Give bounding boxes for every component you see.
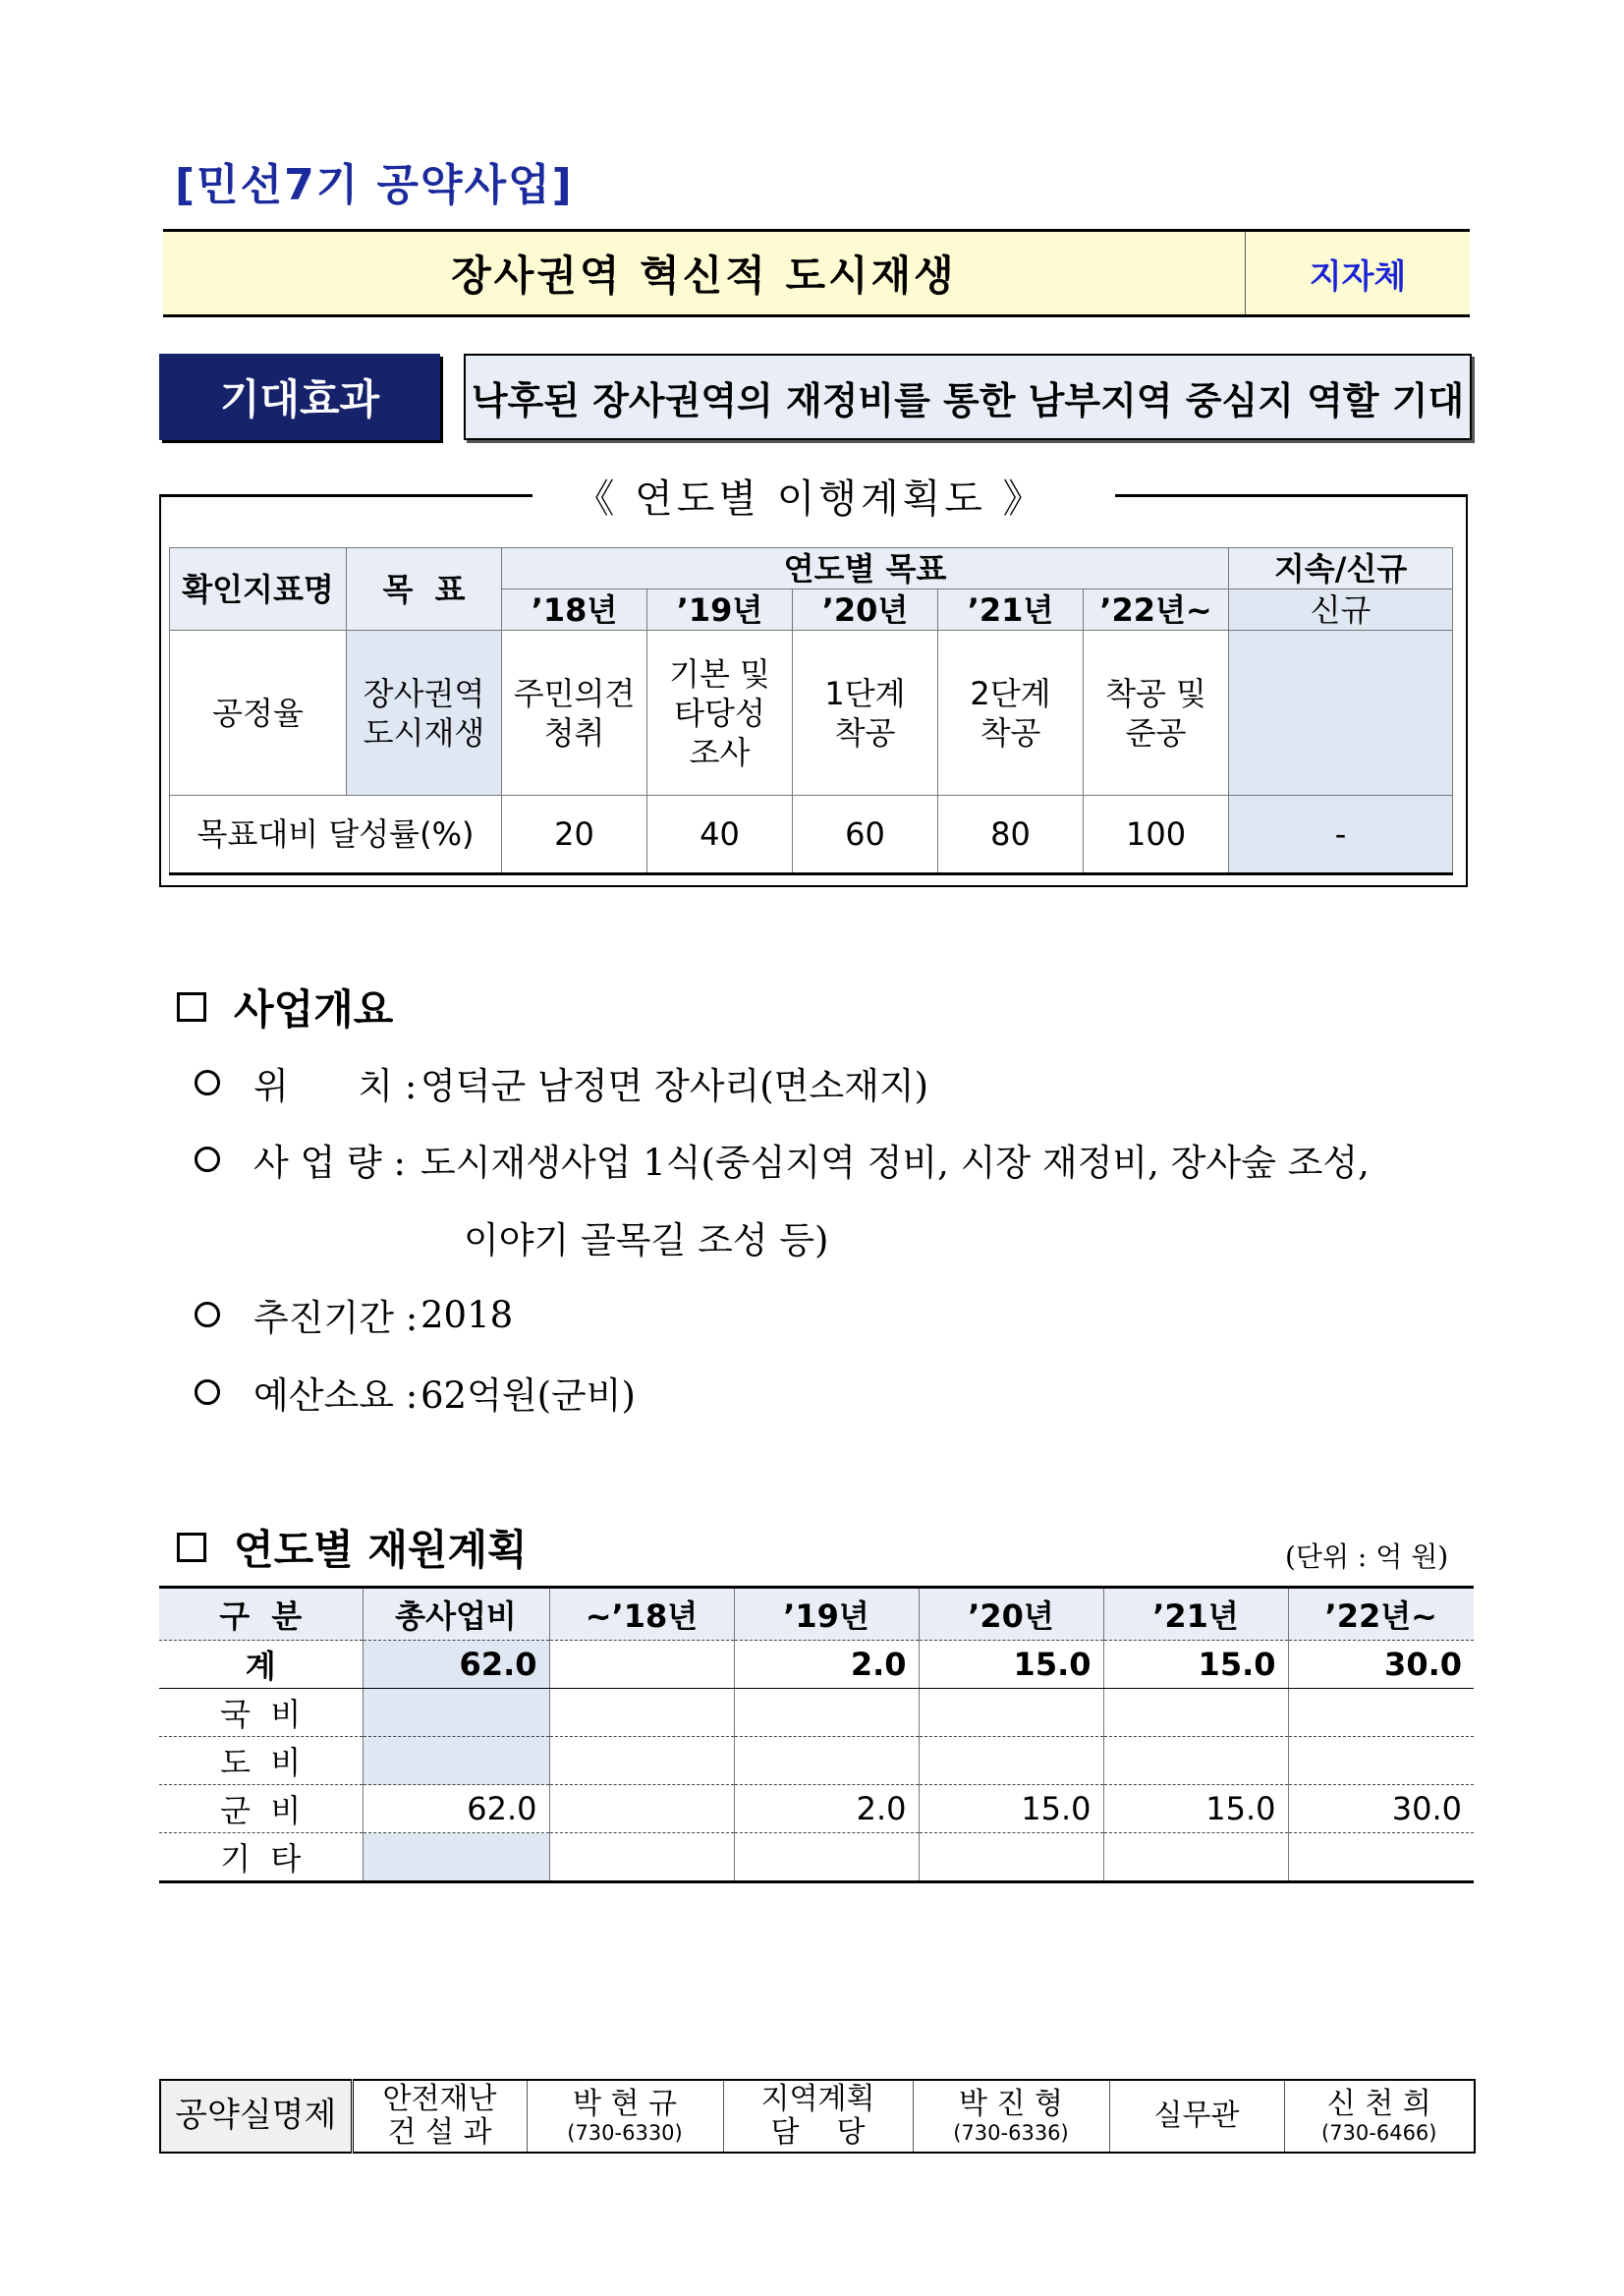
plan-year-22: ’22년~ xyxy=(1084,589,1229,631)
finance-row-other xyxy=(159,1833,1474,1882)
finance-cell xyxy=(734,1689,919,1737)
overview-item-label: 추진기간 : xyxy=(253,1297,419,1339)
finance-cell xyxy=(1288,1689,1474,1737)
plan-year-19: ’19년 xyxy=(647,589,793,631)
plan-continuity-value: 신규 xyxy=(1229,589,1453,631)
finance-cell xyxy=(1288,1737,1474,1785)
overview-heading xyxy=(177,978,393,1036)
finance-cell xyxy=(919,1737,1103,1785)
finance-col-category: 구 분 xyxy=(159,1588,363,1641)
plan-achievement-19: 40 xyxy=(647,796,793,874)
finance-header-row xyxy=(159,1588,1474,1641)
finance-table xyxy=(159,1586,1474,1883)
plan-step-22: 착공 및 준공 xyxy=(1084,631,1229,796)
checkbox-square-icon xyxy=(177,1533,206,1562)
plan-header-continuity: 지속/신규 xyxy=(1229,548,1453,589)
finance-heading-text: 연도별 재원계획 xyxy=(234,1526,528,1574)
plan-table xyxy=(169,547,1453,875)
circle-bullet-icon xyxy=(195,1147,220,1172)
finance-col-18: ~’18년 xyxy=(549,1588,734,1641)
finance-cell xyxy=(1103,1833,1288,1882)
finance-row-label: 군 비 xyxy=(220,1792,302,1829)
finance-cell: 15.0 xyxy=(919,1641,1103,1689)
finance-row-label: 계 xyxy=(159,1641,363,1689)
finance-col-21: ’21년 xyxy=(1103,1588,1288,1641)
plan-year-21: ’21년 xyxy=(938,589,1084,631)
overview-item-value: 62억원(군비) xyxy=(420,1374,636,1417)
plan-row-indicator: 공정율 xyxy=(170,631,347,796)
footer-dept-1: 안전재난 건 설 과 xyxy=(352,2080,527,2153)
overview-item-label: 위 치 : xyxy=(253,1065,418,1107)
finance-cell xyxy=(919,1833,1103,1882)
finance-cell xyxy=(549,1641,734,1689)
overview-item-scope xyxy=(195,1133,1370,1186)
footer-role-3: 실무관 xyxy=(1109,2080,1284,2153)
effect-label: 기대효과 xyxy=(159,354,440,440)
footer-contact-2 xyxy=(913,2080,1109,2153)
plan-header-indicator: 확인지표명 xyxy=(170,548,347,631)
plan-header-goal: 목 표 xyxy=(347,548,502,631)
finance-cell xyxy=(363,1833,549,1882)
overview-item-value: 도시재생사업 1식(중심지역 정비, 시장 재정비, 장사숲 조성, xyxy=(420,1142,1370,1184)
page-tag: [민선7기 공약사업] xyxy=(175,160,574,210)
finance-row-label: 도 비 xyxy=(220,1744,302,1781)
overview-item-value: 2018 xyxy=(420,1293,514,1336)
plan-achievement-22: 100 xyxy=(1084,796,1229,874)
plan-step-18: 주민의견 청취 xyxy=(502,631,647,796)
finance-col-22: ’22년~ xyxy=(1288,1588,1474,1641)
plan-header-yearly: 연도별 목표 xyxy=(502,548,1229,589)
overview-item-value: 영덕군 남정면 장사리(면소재지) xyxy=(420,1065,929,1107)
finance-cell xyxy=(1103,1737,1288,1785)
footer-tel-3: (730-6466) xyxy=(1321,2121,1437,2146)
plan-year-20: ’20년 xyxy=(793,589,938,631)
finance-cell: 30.0 xyxy=(1288,1785,1474,1833)
circle-bullet-icon xyxy=(195,1070,220,1095)
footer-dept-2: 지역계획 담 당 xyxy=(723,2080,913,2153)
project-category: 지자체 xyxy=(1245,232,1470,314)
accountability-footer xyxy=(159,2079,1476,2154)
plan-achievement-18: 20 xyxy=(502,796,647,874)
finance-cell: 15.0 xyxy=(1103,1785,1288,1833)
finance-row-national xyxy=(159,1689,1474,1737)
circle-bullet-icon xyxy=(195,1302,220,1327)
finance-row-county xyxy=(159,1785,1474,1833)
finance-cell: 62.0 xyxy=(363,1785,549,1833)
finance-row-label: 국 비 xyxy=(220,1696,302,1733)
finance-cell xyxy=(734,1737,919,1785)
overview-heading-text: 사업개요 xyxy=(234,985,394,1034)
finance-cell: 30.0 xyxy=(1288,1641,1474,1689)
footer-tel-2: (730-6336) xyxy=(953,2121,1069,2146)
finance-cell: 62.0 xyxy=(363,1641,549,1689)
finance-unit: (단위 : 억 원) xyxy=(1285,1540,1449,1573)
overview-item-label: 사 업 량 : xyxy=(253,1142,406,1184)
footer-tel-1: (730-6330) xyxy=(567,2121,683,2146)
plan-achievement-21: 80 xyxy=(938,796,1084,874)
footer-label: 공약실명제 xyxy=(160,2080,352,2153)
finance-cell xyxy=(363,1689,549,1737)
footer-contact-1 xyxy=(527,2080,723,2153)
plan-title-rule-right xyxy=(1115,494,1468,497)
effect-text: 낙후된 장사권역의 재정비를 통한 남부지역 중심지 역할 기대 xyxy=(464,354,1472,440)
project-title: 장사권역 혁신적 도시재생 xyxy=(451,252,957,300)
finance-row-province xyxy=(159,1737,1474,1785)
plan-step-19: 기본 및 타당성 조사 xyxy=(647,631,793,796)
finance-cell: 2.0 xyxy=(734,1785,919,1833)
finance-cell xyxy=(363,1737,549,1785)
plan-step-21: 2단계 착공 xyxy=(938,631,1084,796)
plan-row-goal: 장사권역 도시재생 xyxy=(347,631,502,796)
checkbox-square-icon xyxy=(177,992,206,1022)
plan-year-18: ’18년 xyxy=(502,589,647,631)
finance-cell xyxy=(919,1689,1103,1737)
finance-heading xyxy=(177,1518,528,1577)
finance-col-19: ’19년 xyxy=(734,1588,919,1641)
circle-bullet-icon xyxy=(195,1379,220,1405)
finance-cell: 15.0 xyxy=(919,1785,1103,1833)
finance-cell xyxy=(549,1689,734,1737)
finance-cell xyxy=(549,1833,734,1882)
footer-contact-3 xyxy=(1284,2080,1475,2153)
finance-cell xyxy=(549,1737,734,1785)
overview-item-period xyxy=(195,1288,513,1341)
finance-col-20: ’20년 xyxy=(919,1588,1103,1641)
plan-achievement-continuity: - xyxy=(1229,796,1453,874)
finance-cell: 15.0 xyxy=(1103,1641,1288,1689)
finance-cell xyxy=(1103,1689,1288,1737)
finance-cell xyxy=(734,1833,919,1882)
finance-col-total: 총사업비 xyxy=(363,1588,549,1641)
overview-item-budget xyxy=(195,1366,636,1419)
footer-person-1: 박 현 규 xyxy=(572,2086,677,2121)
plan-step-20: 1단계 착공 xyxy=(793,631,938,796)
finance-cell xyxy=(1288,1833,1474,1882)
plan-title-rule-left xyxy=(159,494,532,497)
plan-row-continuity xyxy=(1229,631,1453,796)
footer-person-2: 박 진 형 xyxy=(958,2086,1063,2121)
finance-cell: 2.0 xyxy=(734,1641,919,1689)
plan-achievement-20: 60 xyxy=(793,796,938,874)
plan-achievement-label: 목표대비 달성률(%) xyxy=(170,796,502,874)
overview-item-scope-continued: 이야기 골목길 조성 등) xyxy=(464,1219,829,1261)
overview-item-label: 예산소요 : xyxy=(253,1374,419,1417)
finance-row-label: 기 타 xyxy=(220,1840,302,1877)
finance-cell xyxy=(549,1785,734,1833)
finance-row-total xyxy=(159,1641,1474,1689)
title-box xyxy=(163,229,1470,317)
overview-item-location xyxy=(195,1056,928,1109)
footer-person-3: 신 천 희 xyxy=(1326,2086,1431,2121)
plan-title: 《 연도별 이행계획도 》 xyxy=(575,476,1046,522)
